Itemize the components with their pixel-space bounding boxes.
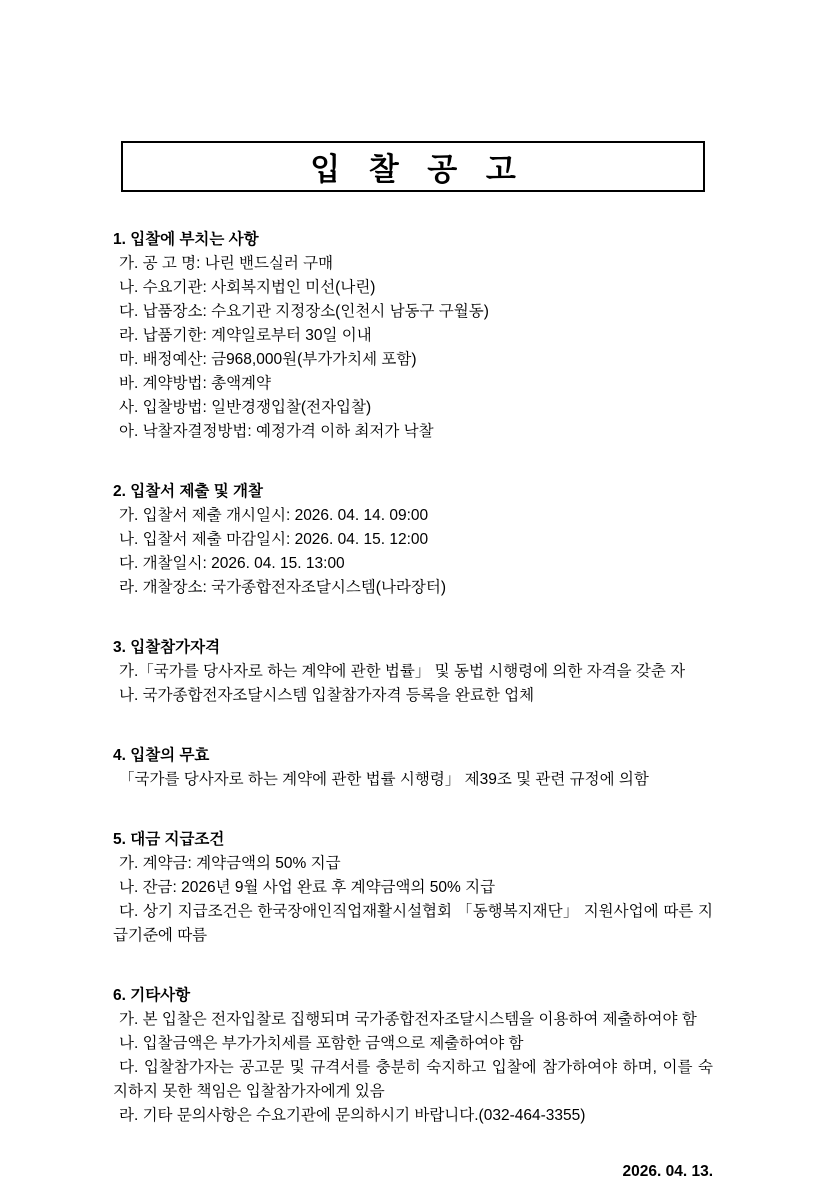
section-payment-terms-heading: 5. 대금 지급조건 bbox=[113, 831, 225, 848]
misc-responsibility: 다. 입찰참가자는 공고문 및 규격서를 충분히 숙지하고 입찰에 참가하여야 하며, 이를 숙지하지 못한 책임은 입찰참가자에게 있음 bbox=[113, 1059, 713, 1100]
section-eligibility bbox=[113, 636, 713, 708]
bid-method: 사. 입찰방법: 일반경쟁입찰(전자입찰) bbox=[119, 399, 372, 416]
misc-electronic-bid: 가. 본 입찰은 전자입찰로 집행되며 국가종합전자조달시스템을 이용하여 제출하여야 함 bbox=[119, 1011, 697, 1028]
award-decision-method: 아. 낙찰자결정방법: 예정가격 이하 최저가 낙찰 bbox=[119, 423, 434, 440]
submission-start-datetime: 가. 입찰서 제출 개시일시: 2026. 04. 14. 09:00 bbox=[119, 507, 429, 524]
section-invalid-bid bbox=[113, 744, 713, 792]
bid-notice-name: 가. 공 고 명: 나린 밴드실러 구매 bbox=[119, 255, 334, 272]
title-box bbox=[121, 141, 705, 192]
allocated-budget: 마. 배정예산: 금968,000원(부가가치세 포함) bbox=[119, 351, 417, 368]
eligibility-law: 가.「국가를 당사자로 하는 계약에 관한 법률」 및 동법 시행령에 의한 자격을 갖춘 자 bbox=[119, 663, 686, 680]
delivery-deadline: 라. 납품기한: 계약일로부터 30일 이내 bbox=[119, 327, 372, 344]
invalid-bid-rule: 「국가를 당사자로 하는 계약에 관한 법률 시행령」 제39조 및 관련 규정에 의함 bbox=[119, 771, 649, 788]
section-bid-matters-heading: 1. 입찰에 부치는 사항 bbox=[113, 231, 259, 248]
section-misc bbox=[113, 984, 713, 1128]
section-eligibility-heading: 3. 입찰참가자격 bbox=[113, 639, 221, 656]
opening-datetime: 다. 개찰일시: 2026. 04. 15. 13:00 bbox=[119, 555, 345, 572]
submission-end-datetime: 나. 입찰서 제출 마감일시: 2026. 04. 15. 12:00 bbox=[119, 531, 429, 548]
document-title: 입 찰 공 고 bbox=[310, 152, 526, 187]
contract-method: 바. 계약방법: 총액계약 bbox=[119, 375, 271, 392]
misc-contact: 라. 기타 문의사항은 수요기관에 문의하시기 바랍니다.(032-464-3355) bbox=[119, 1107, 586, 1124]
section-submission-opening bbox=[113, 480, 713, 600]
section-bid-matters bbox=[113, 228, 713, 444]
misc-vat-included: 나. 입찰금액은 부가가치세를 포함한 금액으로 제출하여야 함 bbox=[119, 1035, 524, 1052]
section-invalid-bid-heading: 4. 입찰의 무효 bbox=[113, 747, 210, 764]
demand-agency: 나. 수요기관: 사회복지법인 미선(나린) bbox=[119, 279, 376, 296]
payment-standard: 다. 상기 지급조건은 한국장애인직업재활시설협회 「동행복지재단」 지원사업에 따른 지급기준에 따름 bbox=[113, 903, 713, 944]
delivery-place: 다. 납품장소: 수요기관 지정장소(인천시 남동구 구월동) bbox=[119, 303, 489, 320]
eligibility-registration: 나. 국가종합전자조달시스템 입찰참가자격 등록을 완료한 업체 bbox=[119, 687, 535, 704]
document-date: 2026. 04. 13. bbox=[622, 1163, 713, 1180]
section-payment-terms bbox=[113, 828, 713, 948]
payment-downpayment: 가. 계약금: 계약금액의 50% 지급 bbox=[119, 855, 341, 872]
section-submission-opening-heading: 2. 입찰서 제출 및 개찰 bbox=[113, 483, 263, 500]
opening-place: 라. 개찰장소: 국가종합전자조달시스템(나라장터) bbox=[119, 579, 447, 596]
payment-balance: 나. 잔금: 2026년 9월 사업 완료 후 계약금액의 50% 지급 bbox=[119, 879, 496, 896]
section-misc-heading: 6. 기타사항 bbox=[113, 987, 191, 1004]
